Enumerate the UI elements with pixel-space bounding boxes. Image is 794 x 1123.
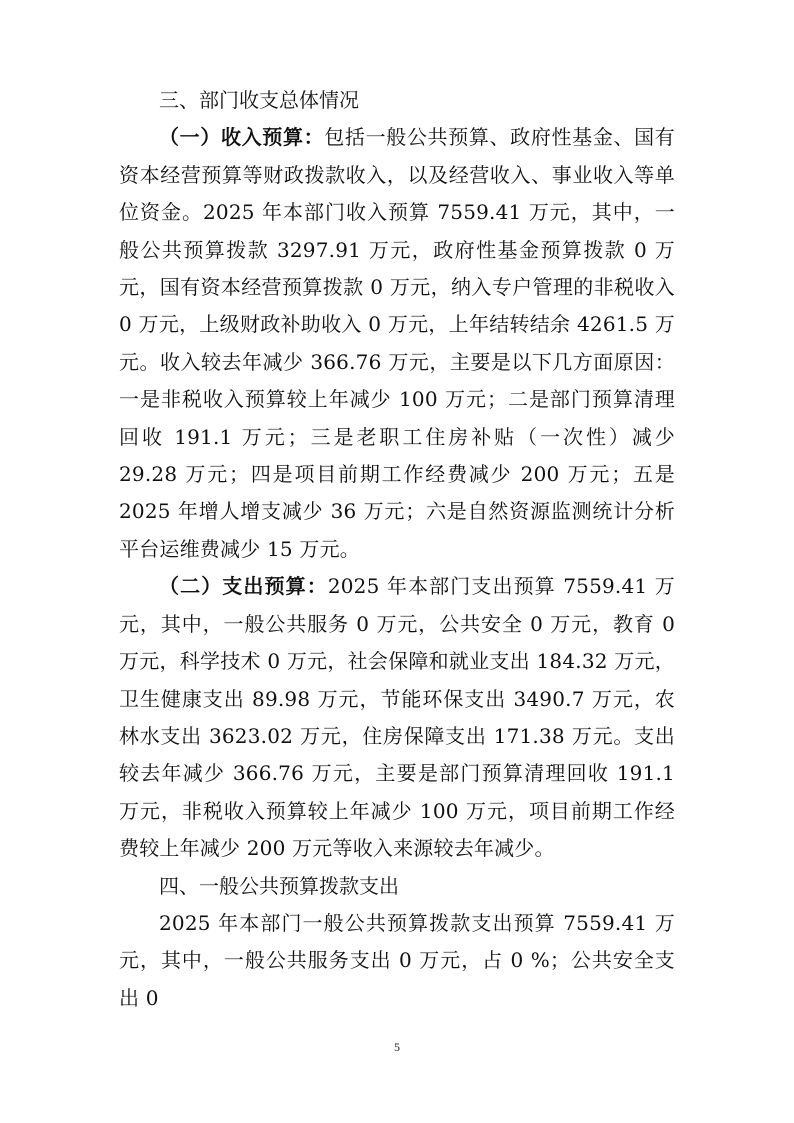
document-body [119,82,675,1017]
income-budget-lead: （一）收入预算： [159,125,325,150]
expense-budget-lead: （二）支出预算： [159,574,328,599]
general-budget-paragraph: 2025 年本部门一般公共预算拨款支出预算 7559.41 万元，其中，一般公共服务支出 0 万元，占 0 %；公共安全支出 0 [119,910,675,1010]
section-4-heading: 四、一般公共预算拨款支出 [159,873,399,898]
expense-budget-paragraph [119,568,675,867]
section-3-heading: 三、部门收支总体情况 [159,88,359,112]
income-budget-text: 包括一般公共预算、政府性基金、国有资本经营预算等财政拨款收入，以及经营收入、事业收入等单位资金。2025 年本部门收入预算 7559.41 万元，其中，一般公共预算拨款 3297.91 万元，政府性基金预算拨款 0 万元，国有资本经营预算拨款 0 万元，纳入专户管理的非税收入 0 万元，上级财政补助收入 0 万元，上年结转结余 4261.5 万元。收入较去年减少 366.76 万元，主要是以下几方面原因：一是非税收入预算较上年减少 100 万元；二是部门预算清理回收 191.1 万元；三是老职工住房补贴（一次性）减少 29.28 万元；四是项目前期工作经费减少 200 万元；五是 2025 年增人增支减少 36 万元；六是自然资源监测统计分析平台运维费减少 15 万元。 [119,125,675,561]
expense-budget-text: 2025 年本部门支出预算 7559.41 万元，其中，一般公共服务 0 万元，公共安全 0 万元，教育 0 万元，科学技术 0 万元，社会保障和就业支出 184.32 万元，卫生健康支出 89.98 万元，节能环保支出 3490.7 万元，农林水支出 3623.02 万元，住房保障支出 171.38 万元。支出较去年减少 366.76 万元，主要是部门预算清理回收 191.1 万元，非税收入预算较上年减少 100 万元，项目前期工作经费较上年减少 200 万元等收入来源较去年减少。 [119,574,675,861]
page-number: 5 [394,1040,400,1054]
income-budget-paragraph [119,119,675,568]
